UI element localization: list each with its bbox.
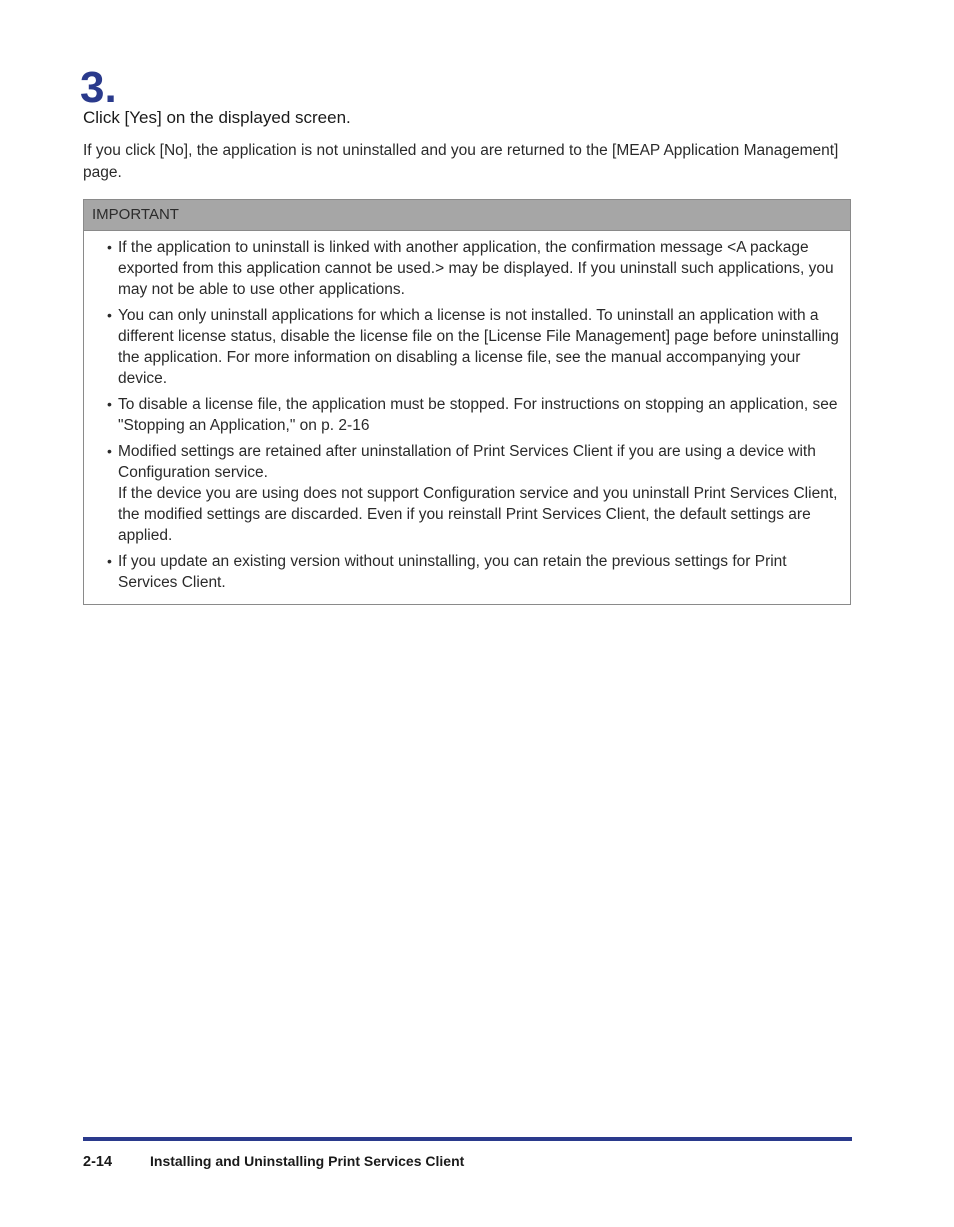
bullet-icon: •: [107, 239, 112, 255]
bullet-icon: •: [107, 553, 112, 569]
important-item-text: If the device you are using does not support Configuration service and you uninstall Print Services Client, the modified settings are discarded. Even if you reinstall Print Services Client, the default settings are applied.: [118, 485, 838, 544]
important-item: [107, 551, 844, 593]
important-item-text: If the application to uninstall is linked with another application, the confirmation message <A package exported from this application cannot be used.> may be displayed. If you uninstall such applications, you may not be able to use other applications.: [118, 239, 834, 298]
important-item-text: Modified settings are retained after uninstallation of Print Services Client if you are using a device with Configuration service.: [118, 443, 816, 481]
footer-chapter-title: Installing and Uninstalling Print Services Client: [150, 1153, 465, 1169]
important-box: [83, 199, 851, 605]
important-item-text: You can only uninstall applications for which a license is not installed. To uninstall an application with a different license status, disable the license file on the [License File Management] page before uninstalling the application. For more information on disabling a license file, see the manual accompanying your device.: [118, 307, 839, 387]
step-number: 3.: [80, 63, 117, 112]
step-description: If you click [No], the application is not uninstalled and you are returned to the [MEAP Application Management] page.: [83, 142, 839, 181]
important-body: [84, 231, 850, 604]
bullet-icon: •: [107, 307, 112, 323]
step-heading: Click [Yes] on the displayed screen.: [83, 108, 351, 127]
bullet-icon: •: [107, 443, 112, 459]
important-item-text: To disable a license file, the application must be stopped. For instructions on stopping an application, see "Stopping an Application," on p. 2-16: [118, 396, 838, 434]
bullet-icon: •: [107, 396, 112, 412]
important-item: [107, 305, 844, 389]
important-item: [107, 441, 844, 546]
important-item-text: If you update an existing version without uninstalling, you can retain the previous settings for Print Services Client.: [118, 553, 787, 591]
important-header: IMPORTANT: [84, 200, 850, 231]
footer-divider: [83, 1137, 852, 1141]
important-item: [107, 394, 844, 436]
footer-page-number: 2-14: [83, 1154, 113, 1170]
important-item: [107, 237, 844, 300]
